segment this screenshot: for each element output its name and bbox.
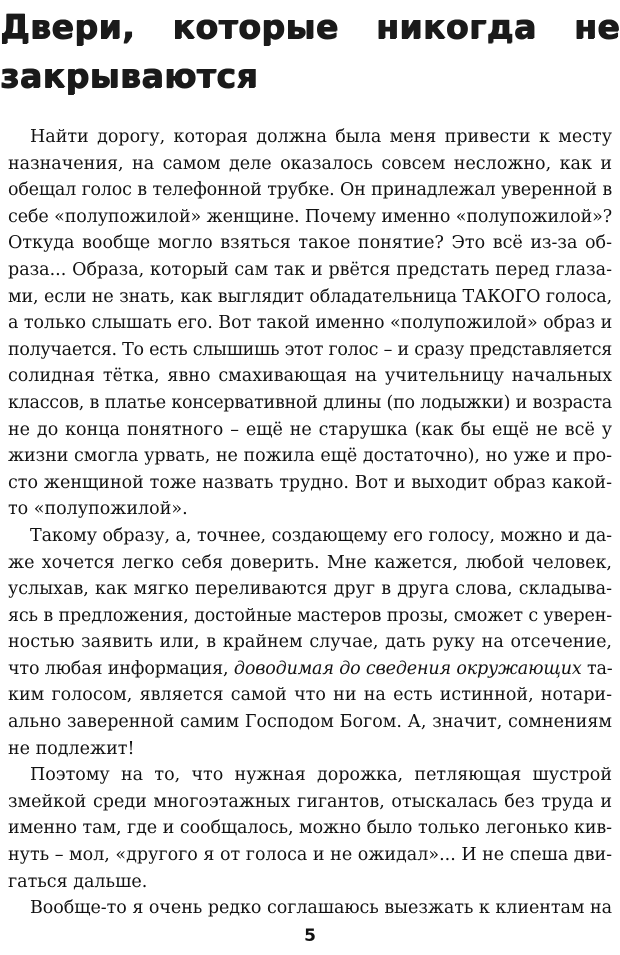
text-segment: что любая информация, [8, 658, 229, 679]
text-line: солидная тётка, явно смахивающая на учительницу начальных [8, 366, 612, 387]
text-line: не до конца понятного – ещё не старушка (как бы ещё не всё у [8, 419, 612, 440]
page-number: 5 [304, 926, 316, 946]
text-line: раза... Образа, который сам так и рвётся предстать перед глаза- [8, 259, 612, 280]
chapter-title [0, 2, 620, 100]
text-line: же хочется легко себя доверить. Мне кажется, любой человек, [8, 552, 612, 573]
body-text [8, 124, 612, 922]
text-line: ким голосом, является самой что ни на есть истинной, нотари- [8, 685, 612, 706]
chapter-title-line-1: Двери, которые никогда не [0, 7, 620, 46]
text-line: Вообще-то я очень редко соглашаюсь выезжать к клиентам на [30, 898, 612, 919]
text-line: Откуда вообще могло взяться такое понятие? Это всё из-за об- [8, 233, 612, 254]
text-line: гаться дальше. [8, 871, 148, 892]
text-line: ми, если не знать, как выглядит обладательница ТАКОГО голоса, [8, 286, 612, 307]
text-line: жизни смогла урвать, не пожила ещё достаточно), но уже и про- [8, 446, 612, 467]
text-line: получается. То есть слышишь этот голос – и сразу представляется [8, 339, 612, 360]
text-line: Поэтому на то, что нужная дорожка, петляющая шустрой [30, 765, 612, 786]
text-line: Такому образу, а, точнее, создающему его голосу, можно и да- [30, 525, 612, 546]
text-line: именно там, где и сообщалось, можно было только легонько кив- [8, 818, 612, 839]
text-line: Найти дорогу, которая должна была меня привести к месту [30, 127, 612, 147]
text-line: а только слышать его. Вот такой именно «полупожилой» образ и [8, 313, 613, 334]
text-line: змейкой среди многоэтажных гигантов, отыскалась без труда и [8, 791, 612, 812]
text-line: себе «полупожилой» женщине. Почему именно «полупожилой»? [8, 206, 613, 227]
text-line-with-italic [8, 656, 612, 683]
text-segment: та- [586, 658, 613, 679]
text-line: не подлежит! [8, 738, 135, 759]
text-line: ально заверенной самим Господом Богом. А, значит, сомнениям [8, 712, 612, 733]
italic-phrase: доводимая до сведения окружающих [233, 658, 582, 679]
text-line: ностью заявить или, в крайнем случае, дать руку на отсечение, [8, 632, 612, 653]
text-line: классов, в платье консервативной длины (по лодыжки) и возраста [8, 392, 612, 413]
text-line: то «полупожилой». [8, 499, 188, 520]
text-line: назначения, на самом деле оказалось совсем несложно, как и [8, 153, 612, 174]
chapter-title-line-2: закрываются [0, 56, 258, 95]
text-line: обещал голос в телефонной трубке. Он принадлежал уверенной в [8, 180, 612, 201]
text-line: ясь в предложения, достойные мастеров прозы, сможет с уверен- [8, 605, 612, 626]
text-line: сто женщиной тоже назвать трудно. Вот и выходит образ какой- [8, 472, 612, 493]
text-line: услыхав, как мягко переливаются друг в друга слова, складыва- [8, 579, 612, 600]
text-line: нуть – мол, «другого я от голоса и не ожидал»... И не спеша дви- [8, 845, 613, 866]
